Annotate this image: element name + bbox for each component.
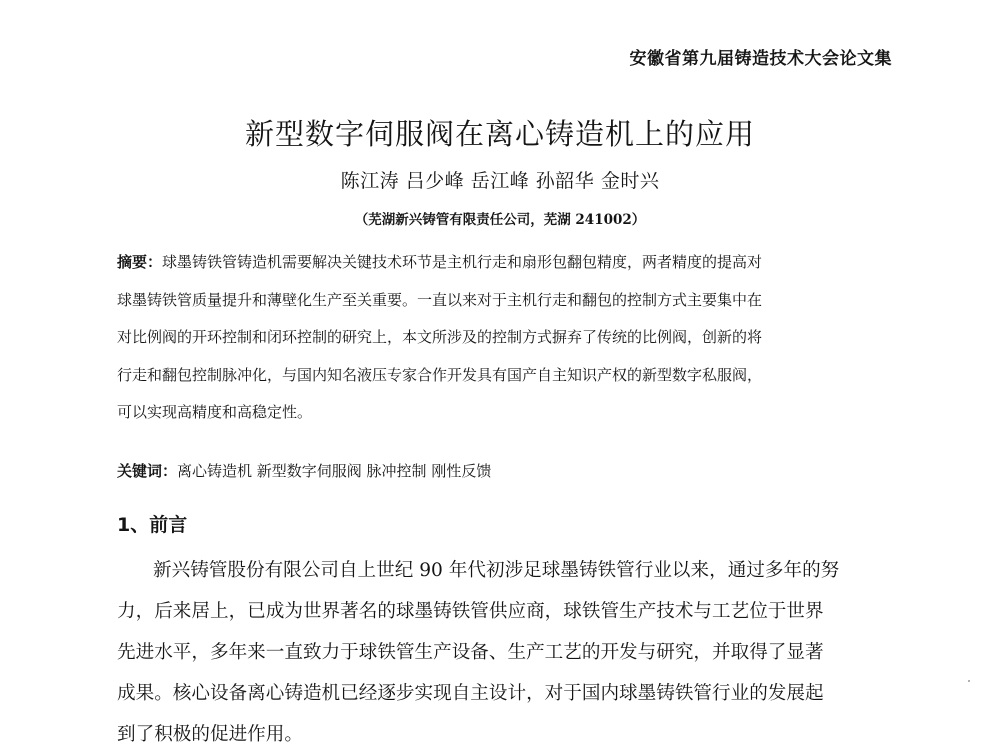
keywords — [117, 460, 893, 481]
paper-affiliation: （芜湖新兴铸管有限责任公司，芜湖 241002） — [354, 212, 646, 228]
body-line: 先进水平，多年来一直致力于球铁管生产设备、生产工艺的开发与研究，并取得了显著 — [117, 642, 824, 663]
keywords-text: 离心铸造机 新型数字伺服阀 脉冲控制 刚性反馈 — [177, 462, 492, 480]
abstract — [117, 244, 893, 432]
body-line: 成果。核心设备离心铸造机已经逐步实现自主设计，对于国内球墨铸铁管行业的发展起 — [117, 683, 824, 704]
abstract-line: 球墨铸铁管质量提升和薄壁化生产至关重要。一直以来对于主机行走和翻包的控制方式主要集中在 — [117, 290, 763, 309]
abstract-line: 行走和翻包控制脉冲化，与国内知名液压专家合作开发具有国产自主知识产权的新型数字私服阀， — [117, 365, 763, 384]
section-heading: 1、前言 — [117, 514, 188, 536]
abstract-label: 摘要： — [117, 253, 163, 271]
paper-title: 新型数字伺服阀在离心铸造机上的应用 — [244, 117, 755, 151]
body-line: 力，后来居上，已成为世界著名的球墨铸铁管供应商，球铁管生产技术与工艺位于世界 — [117, 601, 824, 622]
abstract-line: 对比例阀的开环控制和闭环控制的研究上，本文所涉及的控制方式摒弃了传统的比例阀，创新的将 — [117, 328, 763, 346]
body-line: 到了积极的促进作用。 — [117, 724, 303, 745]
proceedings-header: 安徽省第九届铸造技术大会论文集 — [629, 49, 892, 69]
body-line: 新兴铸管股份有限公司自上世纪 90 年代初涉足球墨铸铁管行业以来，通过多年的努 — [153, 560, 840, 581]
abstract-line: 可以实现高精度和高稳定性。 — [117, 403, 313, 421]
keywords-label: 关键词： — [117, 462, 178, 480]
scan-speck — [968, 680, 970, 682]
paper-authors: 陈江涛 吕少峰 岳江峰 孙韶华 金时兴 — [340, 170, 660, 192]
abstract-text: 球墨铸铁管铸造机需要解决关键技术环节是主机行走和扇形包翻包精度，两者精度的提高对 — [162, 253, 763, 271]
section-body — [117, 550, 897, 755]
abstract-line — [117, 244, 893, 282]
